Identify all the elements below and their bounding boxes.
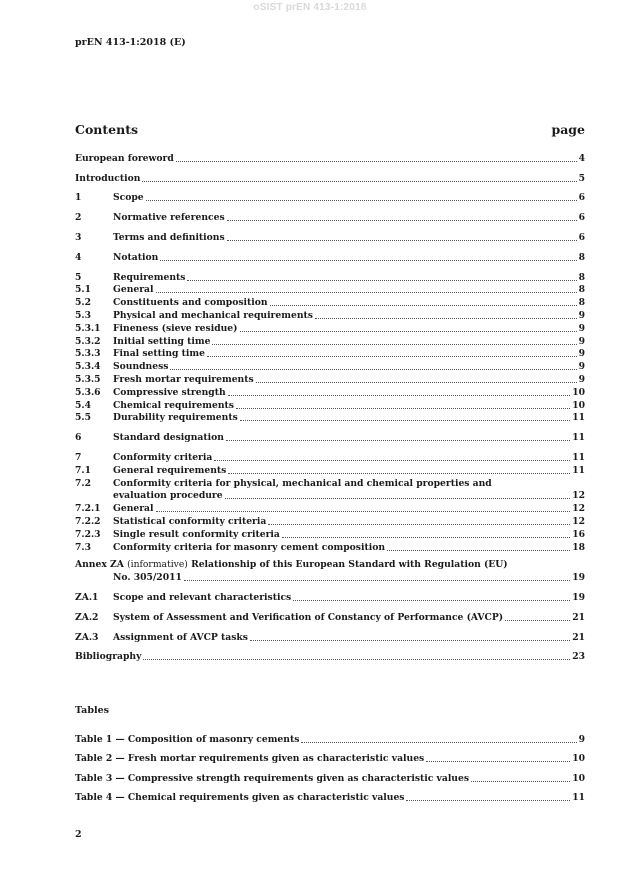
toc-entry-number: ZA.1 <box>75 591 99 603</box>
toc-entry-page: 8 <box>578 284 585 296</box>
leader-dots <box>207 356 577 357</box>
toc-entry-title: Requirements <box>113 271 186 283</box>
leader-dots <box>212 344 576 345</box>
toc-entry-5[interactable] <box>75 271 585 284</box>
table-entry-page: 10 <box>572 753 585 764</box>
leader-dots <box>227 240 577 241</box>
toc-entry-7-2-3[interactable] <box>75 528 585 541</box>
toc-entry-5-3-4[interactable] <box>75 360 585 373</box>
leader-dots <box>236 408 570 409</box>
leader-dots <box>176 161 577 162</box>
leader-dots <box>256 382 577 383</box>
leader-dots <box>471 781 570 782</box>
toc-entry-page: 11 <box>572 412 585 424</box>
leader-dots <box>160 260 576 261</box>
leader-dots <box>143 659 570 660</box>
toc-entry-page: 16 <box>572 528 585 540</box>
toc-entry-number: 7.2.1 <box>75 503 101 515</box>
toc-entry-page: 8 <box>578 271 585 283</box>
toc-entry-number: 7 <box>75 451 82 463</box>
table-entry-title: Table 3 — Compressive strength requirements given as characteristic values <box>75 772 470 784</box>
toc-entry-number: 5.3.2 <box>75 335 101 347</box>
toc-entry-page: 6 <box>578 212 585 224</box>
table-entry-page: 9 <box>578 733 585 745</box>
toc-entry-page: 12 <box>572 490 585 502</box>
toc-entry-5-1[interactable] <box>75 284 585 297</box>
toc-entry-page: 19 <box>572 591 585 603</box>
toc-entry-number: 2 <box>75 212 82 224</box>
toc-entry-title: Physical and mechanical requirements <box>113 309 313 321</box>
toc-entry-7-2-2[interactable] <box>75 515 585 528</box>
toc-entry-introduction[interactable] <box>75 172 585 185</box>
toc-entry-5-3-5[interactable] <box>75 373 585 386</box>
leader-dots <box>228 473 570 474</box>
annex-qualifier: (informative) <box>127 558 188 570</box>
toc-entry-page: 21 <box>572 631 585 643</box>
toc-entry-title: Assignment of AVCP tasks <box>113 631 248 643</box>
toc-entry-number: 5.3.6 <box>75 386 101 398</box>
toc-entry-number: 7.1 <box>75 464 91 476</box>
toc-entry-number: ZA.2 <box>75 611 99 623</box>
leader-dots <box>240 420 570 421</box>
toc-entry-page: 9 <box>578 309 585 321</box>
leader-dots <box>301 742 576 743</box>
toc-entry-page: 10 <box>572 399 585 411</box>
table-entry-4[interactable] <box>75 785 585 805</box>
toc-entry-title: Conformity criteria for masonry cement composition <box>113 541 386 553</box>
toc-entry-title: Statistical conformity criteria <box>113 515 267 527</box>
toc-entry-title: Soundness <box>113 361 169 373</box>
leader-dots <box>142 181 576 182</box>
leader-dots <box>315 318 577 319</box>
leader-dots <box>240 331 577 332</box>
toc-entry-annex-za-line1[interactable] <box>75 559 585 572</box>
toc-entry-title: Constituents and composition <box>113 297 268 309</box>
toc-entry-title: General <box>113 503 154 515</box>
annex-prefix: Annex ZA <box>75 558 124 570</box>
annex-title-continued: No. 305/2011 <box>113 572 182 584</box>
table-entry-2[interactable] <box>75 746 585 766</box>
annex-title: Relationship of this European Standard with Regulation (EU) <box>191 558 508 570</box>
toc-entry-page: 5 <box>578 172 585 184</box>
table-entry-3[interactable] <box>75 765 585 785</box>
toc-entry-foreword[interactable] <box>75 152 585 165</box>
toc-entry-number: 1 <box>75 192 82 204</box>
toc-entry-page: 23 <box>572 651 585 663</box>
toc-entry-title: European foreword <box>75 152 174 164</box>
toc-entry-2[interactable] <box>75 211 585 224</box>
toc-entry-title: Chemical requirements <box>113 399 234 411</box>
toc-entry-title: Scope <box>113 192 144 204</box>
table-entry-title: Table 1 — Composition of masonry cements <box>75 733 300 745</box>
toc-entry-number: 5.5 <box>75 412 91 424</box>
toc-entry-title: Initial setting time <box>113 335 211 347</box>
leader-dots <box>270 305 577 306</box>
toc-entry-7-1[interactable] <box>75 464 585 477</box>
page-number: 2 <box>75 829 82 840</box>
toc-entry-number: 7.2.2 <box>75 515 101 527</box>
toc-entry-page: 10 <box>572 386 585 398</box>
toc-entry-number: 5.3 <box>75 309 91 321</box>
toc-entry-title: Bibliography <box>75 651 142 663</box>
toc-entry-title: Compressive strength <box>113 386 226 398</box>
leader-dots <box>146 200 577 201</box>
contents-header <box>75 122 585 137</box>
document-id: prEN 413-1:2018 (E) <box>75 37 186 48</box>
toc-entry-page: 11 <box>572 464 585 476</box>
toc-entry-title: Introduction <box>75 172 141 184</box>
toc-entry-title: System of Assessment and Verification of Constancy of Performance (AVCP) <box>113 611 504 623</box>
toc-entry-number: 4 <box>75 251 82 263</box>
leader-dots <box>293 600 570 601</box>
toc-entry-title-continued: evaluation procedure <box>113 490 223 502</box>
contents-title: Contents <box>75 122 139 137</box>
toc-entry-title: Normative references <box>113 212 225 224</box>
leader-dots <box>156 292 577 293</box>
toc-entry-page: 9 <box>578 348 585 360</box>
leader-dots <box>214 460 570 461</box>
toc-entry-title: General <box>113 284 154 296</box>
toc-entry-title: Conformity criteria <box>113 451 213 463</box>
toc-entry-title: Fineness (sieve residue) <box>113 322 238 334</box>
toc-entry-title: Scope and relevant characteristics <box>113 591 292 603</box>
toc-entry-5-3-6[interactable] <box>75 386 585 399</box>
leader-dots <box>228 395 571 396</box>
toc-entry-5-4[interactable] <box>75 399 585 412</box>
leader-dots <box>282 537 570 538</box>
toc-entry-number: 5.2 <box>75 297 91 309</box>
toc-entry-title: Fresh mortar requirements <box>113 373 254 385</box>
toc-entry-number: 5.1 <box>75 284 91 296</box>
toc-entry-page: 6 <box>578 192 585 204</box>
toc-entry-7[interactable] <box>75 451 585 464</box>
toc-entry-number: 5.3.1 <box>75 322 101 334</box>
toc-entry-7-2-line2[interactable] <box>75 490 585 503</box>
toc-entry-page: 21 <box>572 611 585 623</box>
table-entry-page: 11 <box>572 792 585 803</box>
leader-dots <box>250 640 570 641</box>
toc-entry-3[interactable] <box>75 231 585 244</box>
toc-entry-za-2[interactable] <box>75 611 585 624</box>
toc-entry-page: 11 <box>572 451 585 463</box>
toc-entry-number: 5.3.4 <box>75 361 101 373</box>
watermark: oSIST prEN 413-1:2018 <box>253 2 367 13</box>
toc-entry-page: 8 <box>578 251 585 263</box>
toc-entry-5-2[interactable] <box>75 296 585 309</box>
toc-entry-number: 7.2 <box>75 477 91 489</box>
toc-entry-za-3[interactable] <box>75 631 585 644</box>
table-of-contents <box>75 152 585 663</box>
toc-entry-number: 6 <box>75 432 82 444</box>
toc-entry-page: 12 <box>572 515 585 527</box>
toc-entry-5-3-3[interactable] <box>75 348 585 361</box>
toc-entry-7-2-line1[interactable] <box>75 477 585 490</box>
toc-entry-7-2-1[interactable] <box>75 502 585 515</box>
toc-entry-number: 7.3 <box>75 541 91 553</box>
leader-dots <box>184 580 570 581</box>
toc-entry-page: 8 <box>578 297 585 309</box>
toc-entry-6[interactable] <box>75 431 585 444</box>
tables-heading: Tables <box>75 705 109 716</box>
toc-entry-page: 9 <box>578 322 585 334</box>
toc-entry-7-3[interactable] <box>75 541 585 554</box>
leader-dots <box>505 620 570 621</box>
toc-entry-5-3-1[interactable] <box>75 322 585 335</box>
leader-dots <box>227 220 577 221</box>
toc-entry-4[interactable] <box>75 251 585 264</box>
toc-entry-number: 7.2.3 <box>75 528 101 540</box>
leader-dots <box>187 280 576 281</box>
page-column-label: page <box>551 122 585 137</box>
toc-entry-za-1[interactable] <box>75 591 585 604</box>
table-entry-1[interactable] <box>75 726 585 746</box>
toc-entry-number: 5.3.3 <box>75 348 101 360</box>
leader-dots <box>170 369 576 370</box>
toc-entry-page: 19 <box>572 572 585 584</box>
toc-entry-title: General requirements <box>113 464 227 476</box>
toc-entry-title: Final setting time <box>113 348 205 360</box>
toc-entry-1[interactable] <box>75 192 585 205</box>
toc-entry-number: 3 <box>75 231 82 243</box>
leader-dots <box>268 524 570 525</box>
toc-entry-5-3-2[interactable] <box>75 335 585 348</box>
toc-entry-page: 11 <box>572 432 585 444</box>
toc-entry-title: Durability requirements <box>113 412 238 424</box>
toc-entry-bibliography[interactable] <box>75 651 585 664</box>
toc-entry-5-5[interactable] <box>75 412 585 425</box>
leader-dots <box>426 761 570 762</box>
toc-entry-page: 4 <box>578 152 585 164</box>
leader-dots <box>225 498 571 499</box>
toc-entry-page: 6 <box>578 231 585 243</box>
toc-entry-title: Notation <box>113 251 159 263</box>
toc-entry-annex-za-line2[interactable] <box>75 571 585 584</box>
toc-entry-5-3[interactable] <box>75 309 585 322</box>
table-entry-title: Table 2 — Fresh mortar requirements given as characteristic values <box>75 753 425 764</box>
leader-dots <box>387 550 570 551</box>
leader-dots <box>226 440 570 441</box>
toc-entry-title: Terms and definitions <box>113 231 225 243</box>
list-of-tables <box>75 726 585 804</box>
toc-entry-number: 5.3.5 <box>75 373 101 385</box>
toc-entry-page: 18 <box>572 541 585 553</box>
toc-entry-number: 5 <box>75 271 82 283</box>
leader-dots <box>406 800 570 801</box>
toc-entry-page: 9 <box>578 373 585 385</box>
toc-entry-title: Standard designation <box>113 432 224 444</box>
leader-dots <box>156 511 571 512</box>
toc-entry-page: 12 <box>572 503 585 515</box>
table-entry-page: 10 <box>572 772 585 784</box>
toc-entry-page: 9 <box>578 335 585 347</box>
toc-entry-number: 5.4 <box>75 399 91 411</box>
table-entry-title: Table 4 — Chemical requirements given as characteristic values <box>75 792 405 803</box>
toc-entry-title: Conformity criteria for physical, mechanical and chemical properties and <box>113 477 492 489</box>
toc-entry-number: ZA.3 <box>75 631 99 643</box>
toc-entry-page: 9 <box>578 361 585 373</box>
toc-entry-title: Single result conformity criteria <box>113 528 280 540</box>
